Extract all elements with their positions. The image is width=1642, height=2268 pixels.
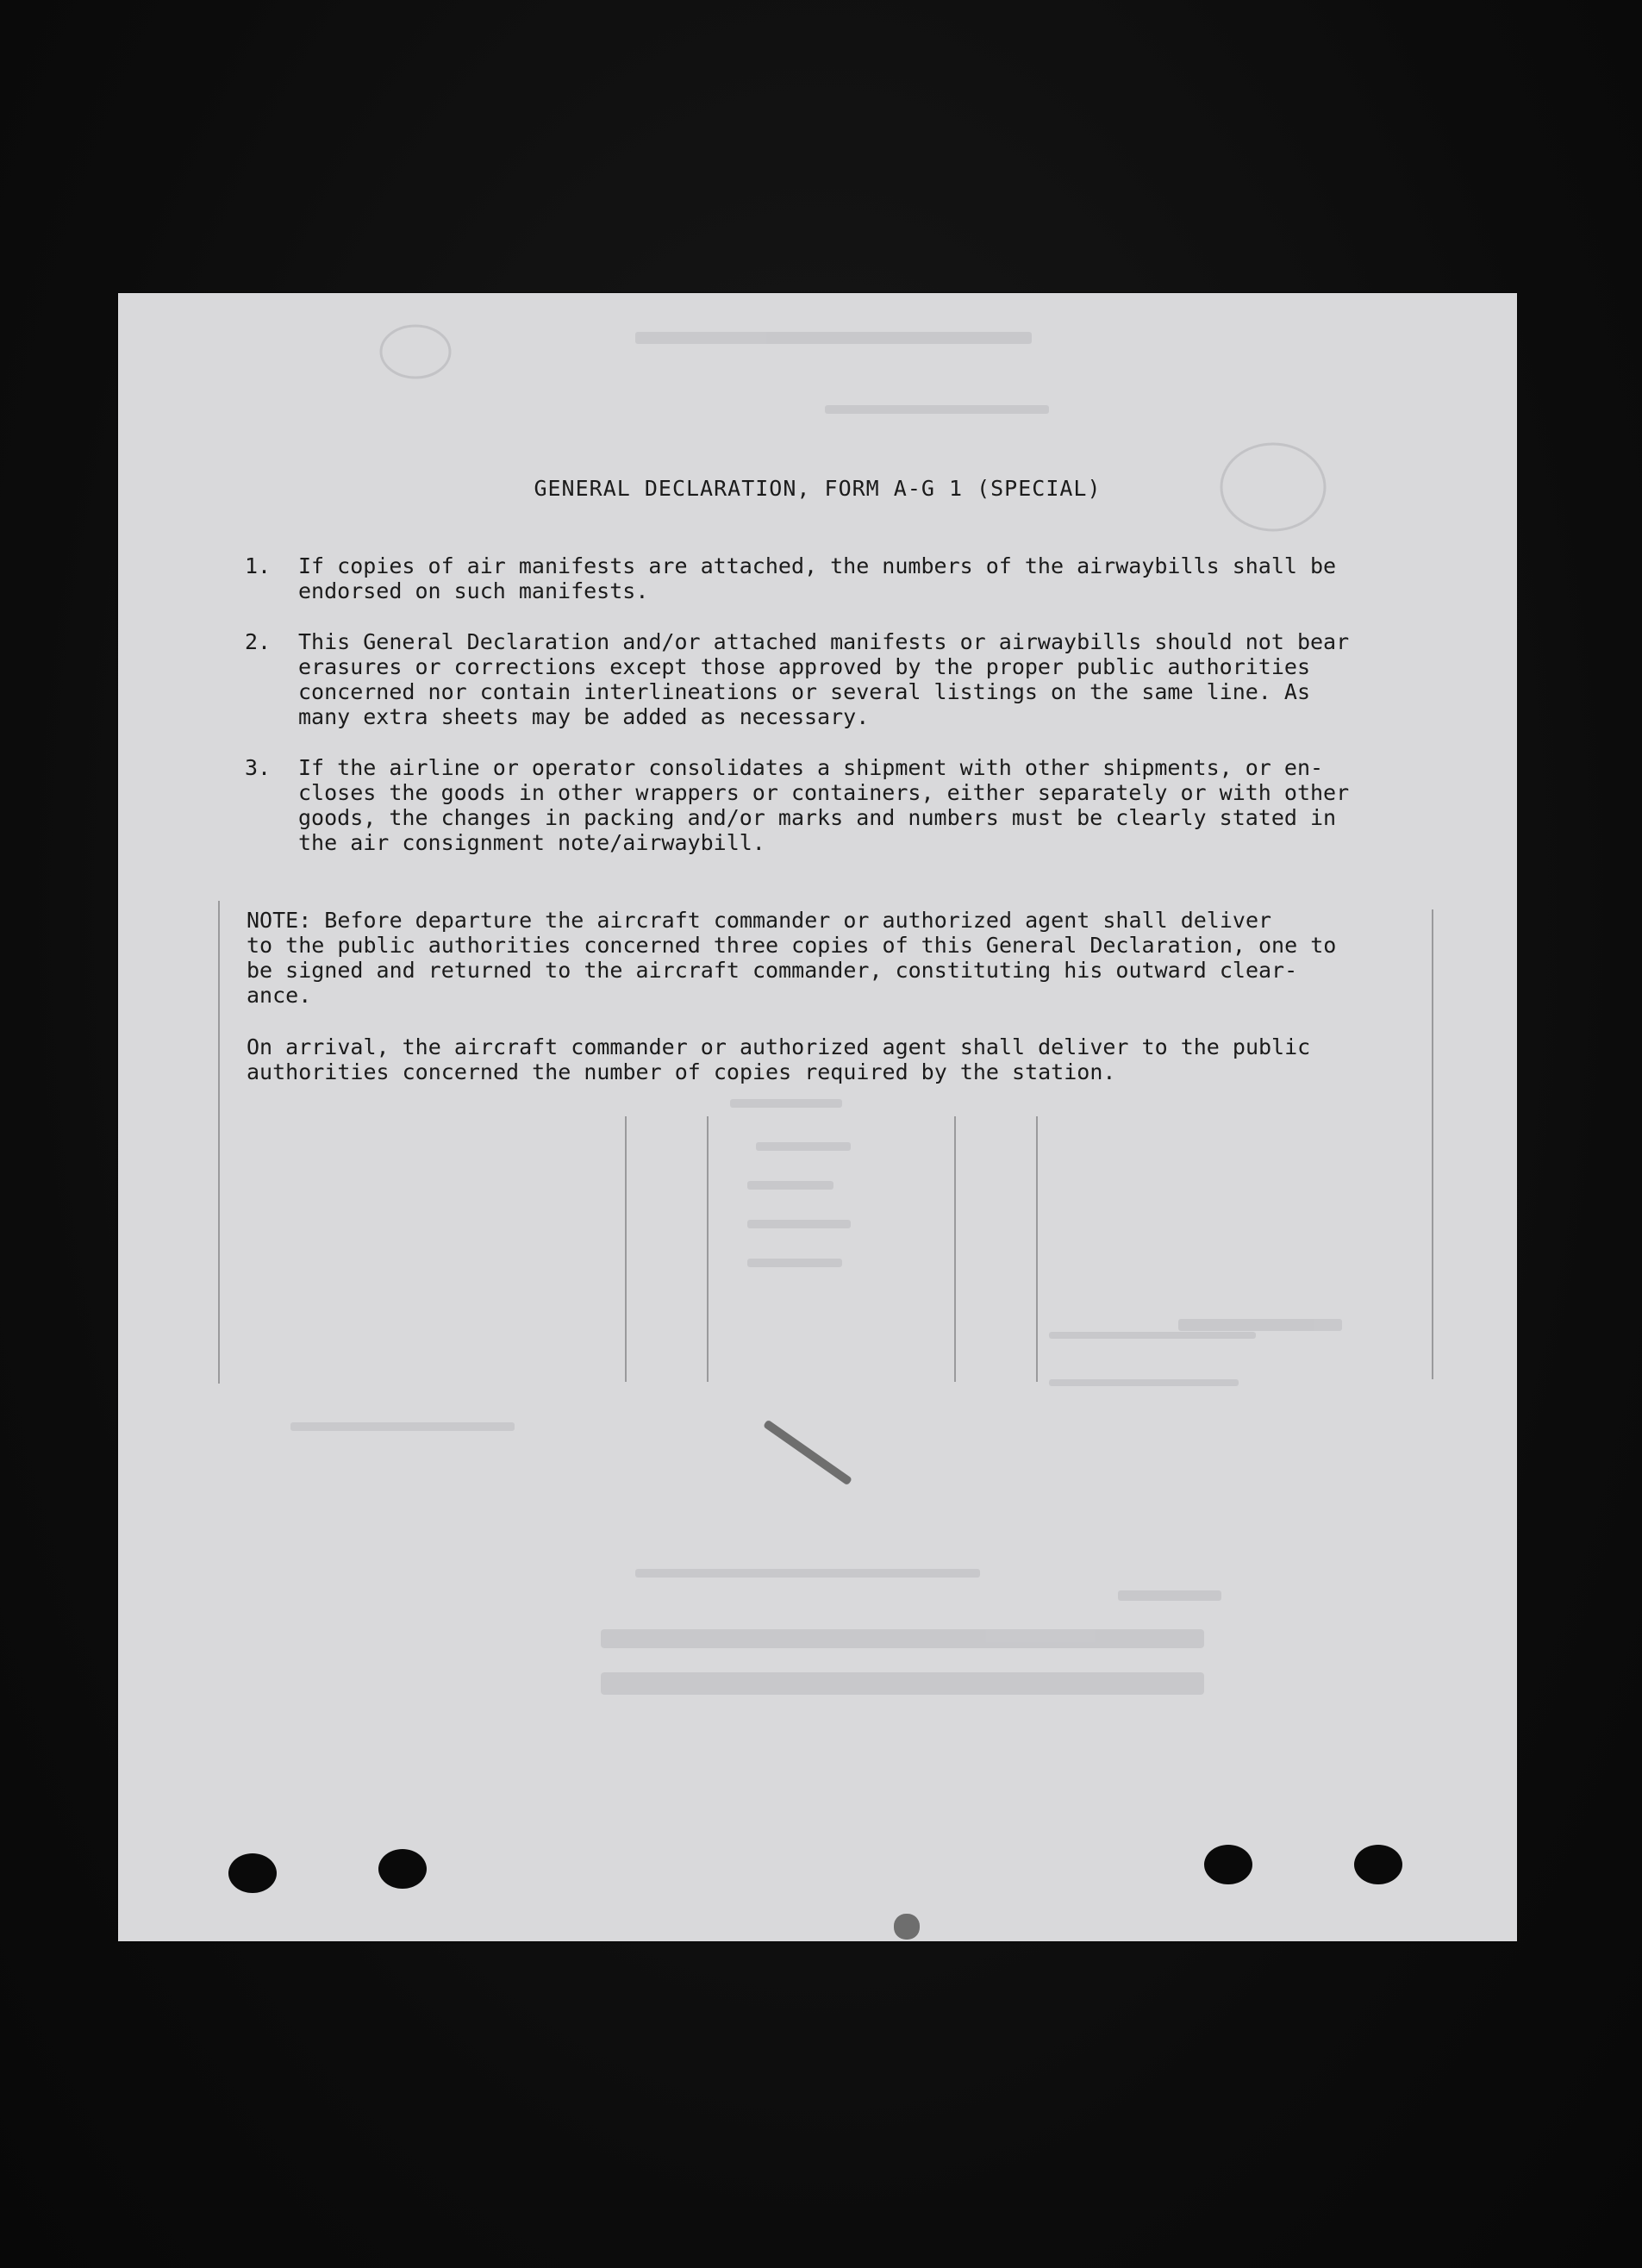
punch-hole bbox=[1204, 1845, 1252, 1884]
table-rule-right bbox=[1432, 909, 1433, 1379]
punch-hole bbox=[378, 1849, 427, 1889]
list-item-1 bbox=[245, 553, 1400, 605]
table-rule bbox=[1036, 1116, 1038, 1382]
item-text: If copies of air manifests are attached, the numbers of the airwaybills shall be endorsed on such manifests. bbox=[298, 553, 1337, 603]
arrival-paragraph: On arrival, the aircraft commander or authorized agent shall deliver to the public authorities concerned the number of copies required by the station. bbox=[247, 1034, 1311, 1084]
table-rule bbox=[625, 1116, 627, 1382]
list-item-2 bbox=[245, 629, 1400, 733]
item-number: 2. bbox=[245, 629, 272, 654]
list-item-3 bbox=[245, 755, 1408, 859]
punch-hole bbox=[1354, 1845, 1402, 1884]
bleed-through-marks bbox=[118, 293, 1517, 1941]
note-paragraph: NOTE: Before departure the aircraft commander or authorized agent shall deliver to the public authorities concerned three copies of this General Declaration, one to be signed and returned to the aircraft commander, constituting his outward clear- ance. bbox=[247, 908, 1337, 1008]
table-rule bbox=[954, 1116, 956, 1382]
item-number: 1. bbox=[245, 553, 272, 578]
document-title: GENERAL DECLARATION, FORM A-G 1 (SPECIAL) bbox=[534, 476, 1102, 501]
document-page bbox=[118, 293, 1517, 1941]
table-rule-left bbox=[218, 901, 220, 1384]
item-text: This General Declaration and/or attached manifests or airwaybills should not bear erasures or corrections except those approved by the proper public authorities concerned nor contain interlineations or several listings on the same line. As many extra sheets may be added as necessary. bbox=[298, 629, 1350, 729]
table-rule bbox=[707, 1116, 709, 1382]
punch-hole bbox=[228, 1853, 277, 1893]
item-text: If the airline or operator consolidates a shipment with other shipments, or en- closes the goods in other wrappers or containers, either separately or with other goods, the changes in packing and/or marks and numbers must be clearly stated in the air consignment note/airwaybill. bbox=[298, 755, 1350, 855]
item-number: 3. bbox=[245, 755, 272, 780]
